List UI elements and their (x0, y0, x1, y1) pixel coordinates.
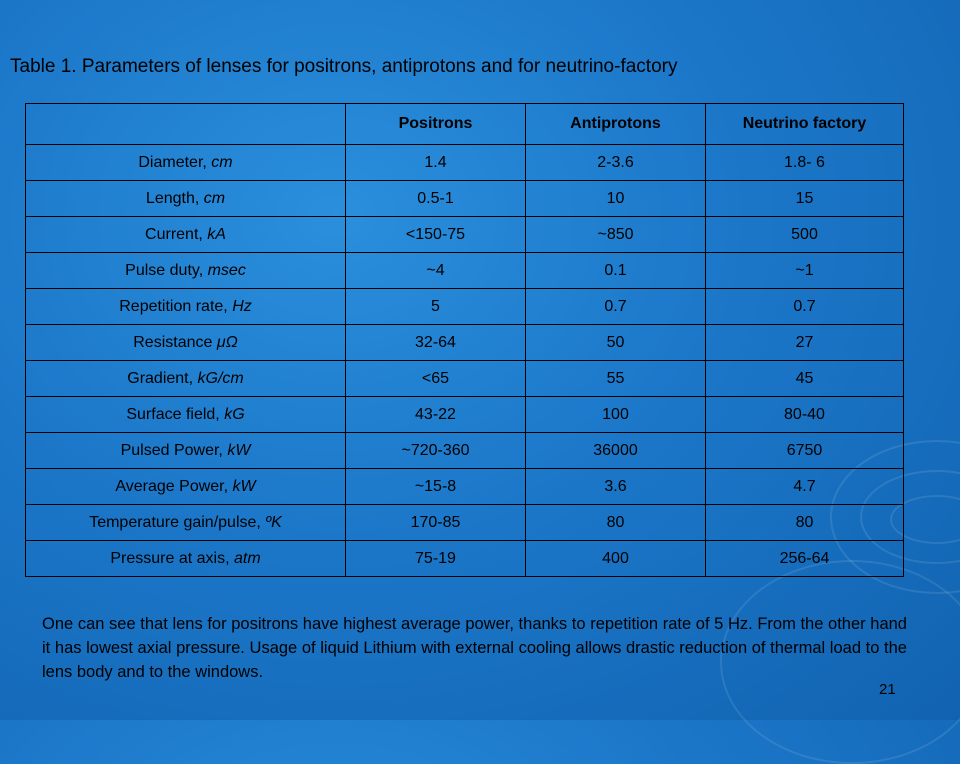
parameter-unit: kG (224, 405, 245, 423)
table-body (26, 145, 904, 577)
header-cell-antiprotons: Antiprotons (526, 104, 706, 145)
table-row (26, 145, 904, 181)
parameter-label: Average Power, (115, 477, 233, 495)
parameter-cell (26, 325, 346, 361)
table-row (26, 217, 904, 253)
antiprotons-value: 50 (526, 325, 706, 361)
parameter-unit: cm (203, 189, 226, 207)
neutrino-factory-value: 1.8- 6 (706, 145, 904, 181)
parameter-label: Temperature gain/pulse, (89, 513, 266, 531)
neutrino-factory-value: 80 (706, 505, 904, 541)
antiprotons-value: ~850 (526, 217, 706, 253)
neutrino-factory-value: 45 (706, 361, 904, 397)
parameter-label: Gradient, (127, 369, 198, 387)
antiprotons-value: 36000 (526, 433, 706, 469)
table-row (26, 289, 904, 325)
parameter-label: Pulsed Power, (120, 441, 228, 459)
conclusion-paragraph: One can see that lens for positrons have highest average power, thanks to repetition rate of 5 Hz. From the other hand it has lowest axial pressure. Usage of liquid Lithium with external cooling allows drastic reduction of thermal load to the lens body and to the windows. (42, 615, 907, 681)
parameter-cell (26, 541, 346, 577)
table-row (26, 325, 904, 361)
neutrino-factory-value: 27 (706, 325, 904, 361)
neutrino-factory-value: 15 (706, 181, 904, 217)
positrons-value: 0.5-1 (346, 181, 526, 217)
parameter-unit: kW (227, 441, 251, 459)
table-row (26, 541, 904, 577)
parameter-label: Diameter, (138, 153, 212, 171)
neutrino-factory-value: 80-40 (706, 397, 904, 433)
parameter-label: Current, (145, 225, 208, 243)
page-number: 21 (879, 681, 896, 698)
parameter-cell (26, 217, 346, 253)
positrons-value: ~720-360 (346, 433, 526, 469)
parameter-unit: cm (211, 153, 233, 171)
parameter-label: Surface field, (126, 405, 225, 423)
neutrino-factory-value: 500 (706, 217, 904, 253)
parameter-cell (26, 181, 346, 217)
antiprotons-value: 3.6 (526, 469, 706, 505)
header-cell-blank (26, 104, 346, 145)
parameter-unit: ºK (265, 513, 282, 531)
table-row (26, 433, 904, 469)
parameter-cell (26, 289, 346, 325)
parameter-cell (26, 469, 346, 505)
parameter-label: Repetition rate, (119, 297, 233, 315)
antiprotons-value: 2-3.6 (526, 145, 706, 181)
positrons-value: ~4 (346, 253, 526, 289)
neutrino-factory-value: 0.7 (706, 289, 904, 325)
table-row (26, 181, 904, 217)
neutrino-factory-value: 256-64 (706, 541, 904, 577)
table-row (26, 253, 904, 289)
parameter-unit: atm (233, 549, 261, 567)
positrons-value: 1.4 (346, 145, 526, 181)
parameter-unit: kG/cm (197, 369, 244, 387)
parameters-table (25, 103, 904, 577)
slide-title: Table 1. Parameters of lenses for positrons, antiprotons and for neutrino-factory (10, 56, 678, 77)
positrons-value: 32-64 (346, 325, 526, 361)
parameter-unit: kA (207, 225, 226, 243)
antiprotons-value: 400 (526, 541, 706, 577)
positrons-value: 170-85 (346, 505, 526, 541)
positrons-value: 5 (346, 289, 526, 325)
parameter-cell (26, 397, 346, 433)
header-cell-neutrino-factory: Neutrino factory (706, 104, 904, 145)
table-row (26, 505, 904, 541)
parameter-unit: Hz (232, 297, 252, 315)
positrons-value: ~15-8 (346, 469, 526, 505)
antiprotons-value: 100 (526, 397, 706, 433)
antiprotons-value: 0.7 (526, 289, 706, 325)
table-row (26, 469, 904, 505)
antiprotons-value: 80 (526, 505, 706, 541)
parameter-cell (26, 433, 346, 469)
antiprotons-value: 10 (526, 181, 706, 217)
positrons-value: <65 (346, 361, 526, 397)
positrons-value: 43-22 (346, 397, 526, 433)
header-cell-positrons: Positrons (346, 104, 526, 145)
parameter-cell (26, 145, 346, 181)
parameter-label: Pressure at axis, (110, 549, 234, 567)
parameter-unit: msec (207, 261, 246, 279)
neutrino-factory-value: 4.7 (706, 469, 904, 505)
antiprotons-value: 0.1 (526, 253, 706, 289)
positrons-value: <150-75 (346, 217, 526, 253)
parameter-unit: kW (232, 477, 256, 495)
table-header-row (26, 104, 904, 145)
parameter-label: Resistance (133, 333, 217, 351)
antiprotons-value: 55 (526, 361, 706, 397)
parameter-label: Pulse duty, (125, 261, 208, 279)
parameter-cell (26, 361, 346, 397)
table-row (26, 361, 904, 397)
parameter-cell (26, 253, 346, 289)
neutrino-factory-value: ~1 (706, 253, 904, 289)
parameter-label: Length, (145, 189, 204, 207)
positrons-value: 75-19 (346, 541, 526, 577)
parameter-unit: μΩ (216, 333, 238, 351)
table-row (26, 397, 904, 433)
parameter-cell (26, 505, 346, 541)
neutrino-factory-value: 6750 (706, 433, 904, 469)
